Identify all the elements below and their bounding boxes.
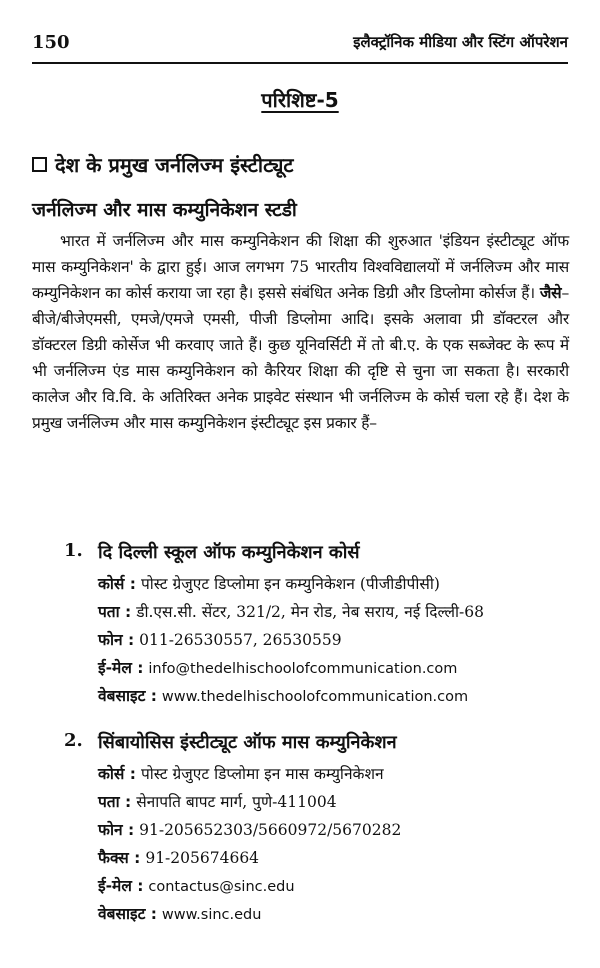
website-value: www.thedelhischoolofcommunication.com bbox=[161, 689, 469, 705]
header-rule bbox=[32, 62, 568, 64]
institute-name: सिंबायोसिस इंस्टीट्यूट ऑफ मास कम्युनिकेशन bbox=[98, 732, 397, 753]
fax-line bbox=[98, 844, 574, 872]
address-line bbox=[98, 788, 574, 816]
course-label: कोर्स : bbox=[98, 575, 136, 593]
institute-name: दि दिल्ली स्कूल ऑफ कम्युनिकेशन कोर्स bbox=[98, 542, 360, 563]
address-label: पता : bbox=[98, 603, 132, 621]
sub-heading: जर्नलिज्म और मास कम्युनिकेशन स्टडी bbox=[32, 199, 297, 221]
website-label: वेबसाइट : bbox=[98, 687, 157, 705]
paragraph-emphasis: जैसे bbox=[539, 284, 562, 302]
paragraph-part-1: भारत में जर्नलिज्म और मास कम्युनिकेशन की शिक्षा की शुरुआत 'इंडियन इंस्टीट्यूट ऑफ मास कम्युनिकेशन' के द्वारा हुई। आज लगभग 75 भारतीय विश्वविद्यालयों में जर्नलिज्म और मास कम्युनिकेशन का कोर्स कराया जा रहा है। इससे संबंधित अनेक डिग्री और डिप्लोमा कोर्सज हैं। bbox=[32, 232, 569, 302]
course-value: पोस्ट ग्रेजुएट डिप्लोमा इन कम्युनिकेशन (पीजीडीपीसी) bbox=[140, 575, 440, 593]
fax-value: 91-205674664 bbox=[145, 849, 260, 867]
website-line bbox=[98, 900, 574, 928]
website-line bbox=[98, 682, 574, 710]
section-heading bbox=[32, 151, 293, 178]
institute-number: 2. bbox=[64, 730, 83, 751]
institute-title bbox=[64, 730, 574, 760]
address-value: डी.एस.सी. सेंटर, 321/2, मेन रोड, नेब सराय, नई दिल्ली-68 bbox=[136, 603, 484, 621]
email-line bbox=[98, 654, 574, 682]
checkbox-bullet-icon bbox=[32, 157, 47, 172]
phone-value: 011-26530557, 26530559 bbox=[139, 631, 342, 649]
phone-line bbox=[98, 626, 574, 654]
address-line bbox=[98, 598, 574, 626]
course-label: कोर्स : bbox=[98, 765, 136, 783]
email-label: ई-मेल : bbox=[98, 659, 144, 677]
paragraph-part-2: –बीजे/बीजेएमसी, एमजे/एमजे एमसी, पीजी डिप्लोमा आदि। इसके अलावा प्री डॉक्टरल और डॉक्टरल डिग्री कोर्सेज भी करवाए जाते हैं। कुछ यूनिवर्सिटी में तो बी.ए. के एक सब्जेक्ट के रूप में भी जर्नलिज्म एंड मास कम्युनिकेशन को कैरियर शिक्षा की दृष्टि से चुना जा सकता है। सरकारी कालेज और वि.वि. के अतिरिक्त अनेक प्राइवेट संस्थान भी जर्नलिज्म के कोर्स चला रहे हैं। देश के प्रमुख जर्नलिज्म और मास कम्युनिकेशन इंस्टीट्यूट इस प्रकार हैं– bbox=[32, 284, 569, 432]
intro-paragraph bbox=[32, 228, 569, 436]
course-value: पोस्ट ग्रेजुएट डिप्लोमा इन मास कम्युनिकेशन bbox=[140, 765, 384, 783]
course-line bbox=[98, 570, 574, 598]
appendix-title bbox=[0, 86, 600, 113]
appendix-title-text: परिशिष्ट-5 bbox=[261, 88, 339, 112]
address-value: सेनापति बापट मार्ग, पुणे-411004 bbox=[136, 793, 337, 811]
course-line bbox=[98, 760, 574, 788]
address-label: पता : bbox=[98, 793, 132, 811]
phone-label: फोन : bbox=[98, 631, 135, 649]
section-heading-text: देश के प्रमुख जर्नलिज्म इंस्टीट्यूट bbox=[55, 153, 294, 177]
running-title: इलैक्ट्रॉनिक मीडिया और स्टिंग ऑपरेशन bbox=[353, 33, 568, 51]
email-value: info@thedelhischoolofcommunication.com bbox=[148, 661, 458, 677]
phone-line bbox=[98, 816, 574, 844]
fax-label: फैक्स : bbox=[98, 849, 141, 867]
website-label: वेबसाइट : bbox=[98, 905, 157, 923]
phone-label: फोन : bbox=[98, 821, 135, 839]
page-number: 150 bbox=[32, 32, 70, 53]
page-header bbox=[32, 30, 568, 60]
phone-value: 91-205652303/5660972/5670282 bbox=[139, 821, 402, 839]
institute-entry bbox=[64, 730, 574, 928]
website-value: www.sinc.edu bbox=[161, 907, 262, 923]
email-value: contactus@sinc.edu bbox=[148, 879, 295, 895]
institute-number: 1. bbox=[64, 540, 83, 561]
email-line bbox=[98, 872, 574, 900]
email-label: ई-मेल : bbox=[98, 877, 144, 895]
institute-title bbox=[64, 540, 574, 570]
institute-entry bbox=[64, 540, 574, 710]
